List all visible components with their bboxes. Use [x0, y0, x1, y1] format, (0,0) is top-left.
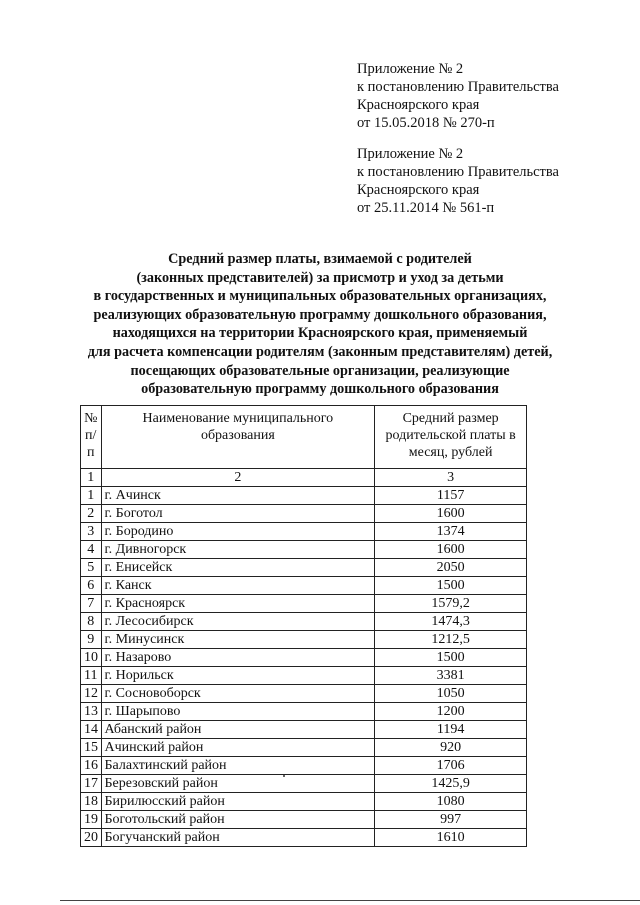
row-number: 2	[81, 505, 102, 523]
row-number: 16	[81, 757, 102, 775]
appendix-reference: к постановлению Правительства	[357, 79, 559, 95]
row-number: 5	[81, 559, 102, 577]
municipality-name: г. Боготол	[101, 505, 375, 523]
table-row	[81, 487, 527, 505]
average-fee: 1474,3	[375, 613, 527, 631]
average-fee: 1500	[375, 649, 527, 667]
municipality-name: г. Шарыпово	[101, 703, 375, 721]
row-number: 20	[81, 829, 102, 847]
appendix-reference: к постановлению Правительства	[357, 164, 559, 180]
table-row	[81, 577, 527, 595]
appendix-date: от 25.11.2014 № 561-п	[357, 200, 495, 216]
average-fee: 1600	[375, 541, 527, 559]
municipality-name: г. Канск	[101, 577, 375, 595]
scan-speck	[283, 775, 285, 777]
municipality-name: Березовский район	[101, 775, 375, 793]
table-row	[81, 811, 527, 829]
header-average-fee: Средний размер родительской платы в месяц, рублей	[375, 406, 527, 469]
table-row	[81, 829, 527, 847]
title-line: Средний размер платы, взимаемой с родителей	[168, 251, 472, 267]
average-fee: 1194	[375, 721, 527, 739]
appendix-date: от 15.05.2018 № 270-п	[357, 115, 495, 131]
municipality-name: г. Ачинск	[101, 487, 375, 505]
table-row	[81, 649, 527, 667]
row-number: 19	[81, 811, 102, 829]
row-number: 6	[81, 577, 102, 595]
appendix-title: Приложение № 2	[357, 61, 464, 77]
title-line: в государственных и муниципальных образовательных организациях,	[93, 288, 547, 305]
average-fee: 1080	[375, 793, 527, 811]
title-line: реализующих образовательную программу дошкольного образования,	[93, 306, 547, 323]
header-municipality: Наименование муниципального образования	[101, 406, 375, 469]
row-number: 14	[81, 721, 102, 739]
municipality-name: г. Назарово	[101, 649, 375, 667]
row-number: 8	[81, 613, 102, 631]
municipality-name: Боготольский район	[101, 811, 375, 829]
column-number: 2	[101, 469, 375, 487]
row-number: 1	[81, 487, 102, 505]
average-fee: 1500	[375, 577, 527, 595]
municipality-name: г. Енисейск	[101, 559, 375, 577]
table-row	[81, 667, 527, 685]
column-number: 3	[375, 469, 527, 487]
document-title	[20, 250, 620, 399]
title-line: находящихся на территории Красноярского края, применяемый	[112, 325, 528, 342]
row-number: 10	[81, 649, 102, 667]
average-fee: 1050	[375, 685, 527, 703]
fee-table	[80, 405, 527, 847]
appendix-header-original	[357, 145, 559, 217]
municipality-name: г. Дивногорск	[101, 541, 375, 559]
row-number: 13	[81, 703, 102, 721]
appendix-region: Красноярского края	[357, 182, 480, 198]
row-number: 12	[81, 685, 102, 703]
title-line: образовательную программу дошкольного образования	[141, 381, 499, 398]
column-number: 1	[81, 469, 102, 487]
table-row	[81, 685, 527, 703]
average-fee: 1610	[375, 829, 527, 847]
average-fee: 920	[375, 739, 527, 757]
column-number-row	[81, 469, 527, 487]
appendix-region: Красноярского края	[357, 97, 480, 113]
title-line: посещающих образовательные организации, реализующие	[130, 362, 510, 379]
average-fee: 1157	[375, 487, 527, 505]
municipality-name: г. Лесосибирск	[101, 613, 375, 631]
municipality-name: Бирилюсский район	[101, 793, 375, 811]
appendix-header-current	[357, 60, 559, 132]
row-number: 9	[81, 631, 102, 649]
average-fee: 3381	[375, 667, 527, 685]
row-number: 11	[81, 667, 102, 685]
row-number: 18	[81, 793, 102, 811]
table-row	[81, 739, 527, 757]
average-fee: 997	[375, 811, 527, 829]
table-header-row	[81, 406, 527, 469]
table-row	[81, 613, 527, 631]
table-row	[81, 559, 527, 577]
average-fee: 1600	[375, 505, 527, 523]
municipality-name: г. Минусинск	[101, 631, 375, 649]
row-number: 7	[81, 595, 102, 613]
municipality-name: г. Красноярск	[101, 595, 375, 613]
title-line: (законных представителей) за присмотр и уход за детьми	[136, 269, 504, 286]
municipality-name: г. Норильск	[101, 667, 375, 685]
municipality-name: г. Сосновоборск	[101, 685, 375, 703]
table-row	[81, 595, 527, 613]
average-fee: 1212,5	[375, 631, 527, 649]
table-row	[81, 721, 527, 739]
average-fee: 1579,2	[375, 595, 527, 613]
table-row	[81, 541, 527, 559]
municipality-name: Богучанский район	[101, 829, 375, 847]
table-row	[81, 775, 527, 793]
table-row	[81, 793, 527, 811]
municipality-name: Абанский район	[101, 721, 375, 739]
table-row	[81, 523, 527, 541]
average-fee: 2050	[375, 559, 527, 577]
table-row	[81, 631, 527, 649]
scan-edge-line	[60, 900, 640, 901]
municipality-name: г. Бородино	[101, 523, 375, 541]
municipality-name: Балахтинский район	[101, 757, 375, 775]
table-row	[81, 505, 527, 523]
title-line: для расчета компенсации родителям (законным представителям) детей,	[87, 343, 553, 360]
row-number: 4	[81, 541, 102, 559]
appendix-title: Приложение № 2	[357, 146, 464, 162]
table-row	[81, 757, 527, 775]
row-number: 15	[81, 739, 102, 757]
average-fee: 1706	[375, 757, 527, 775]
row-number: 3	[81, 523, 102, 541]
average-fee: 1200	[375, 703, 527, 721]
header-number: № п/п	[81, 406, 102, 469]
average-fee: 1425,9	[375, 775, 527, 793]
row-number: 17	[81, 775, 102, 793]
table-row	[81, 703, 527, 721]
municipality-name: Ачинский район	[101, 739, 375, 757]
average-fee: 1374	[375, 523, 527, 541]
